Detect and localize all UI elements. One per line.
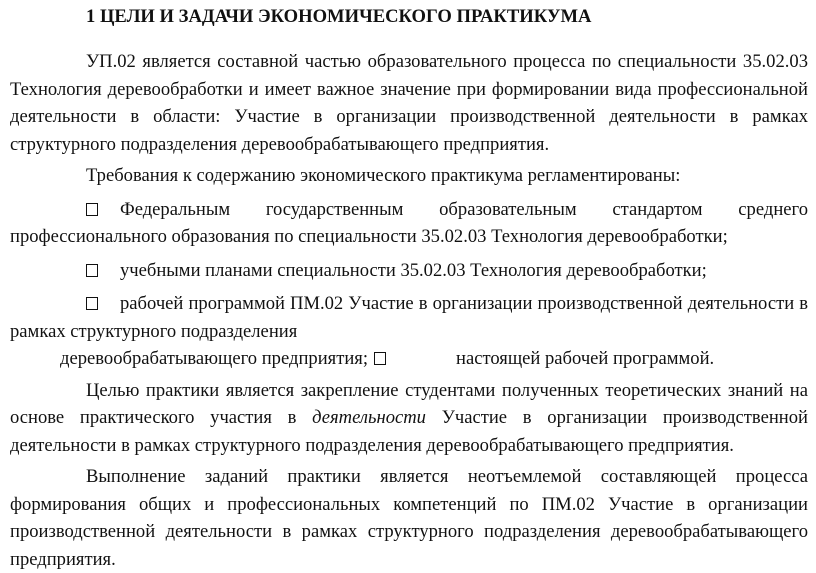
bullet-text: Федеральным государственным образовательным стандартом среднего профессионального образования по специальности 35.02.03 Технология деревообработки; xyxy=(10,198,808,247)
bullet-text: учебными планами специальности 35.02.03 Технология деревообработки; xyxy=(120,259,707,281)
goal-text: Целью практики является закрепление студентами полученных теоретических знаний на основе практического участия в xyxy=(10,379,808,428)
bullet-text: настоящей рабочей программой. xyxy=(456,348,715,369)
bullet-standard xyxy=(10,196,808,251)
spacer xyxy=(10,34,808,48)
checkbox-glyph-icon xyxy=(86,203,98,216)
bullet-text: деревообрабатывающего предприятия; xyxy=(60,348,368,369)
bullet-text: рабочей программой ПМ.02 Участие в организации производственной деятельности в рамках структурного подразделения xyxy=(10,293,808,342)
paragraph-goal xyxy=(10,377,808,460)
goal-text-end: Участие в организации производственной деятельности в рамках структурного подразделения деревообрабатывающего предприятия. xyxy=(10,407,808,456)
paragraph-requirements: Требования к содержанию экономического практикума регламентированы: xyxy=(86,165,681,186)
paragraph-competencies: Выполнение заданий практики является неотъемлемой составляющей процесса формирования общих и профессиональных компетенций по ПМ.02 Участие в организации производственной деятельности в рамках структурного подразделения деревообрабатывающего предприятия. xyxy=(10,466,808,570)
checkbox-glyph-icon xyxy=(86,297,98,310)
goal-emphasis: деятельности xyxy=(312,407,426,428)
bullet-program-continuation xyxy=(10,345,808,373)
paragraph-intro: УП.02 является составной частью образовательного процесса по специальности 35.02.03 Технология деревообработки и имеет важное значение при формировании вида профессиональной деятельности в области: Участие в организации производственной деятельности в рамках структурного подразделения деревообрабатывающего предприятия. xyxy=(10,51,808,155)
checkbox-glyph-icon xyxy=(374,352,386,365)
checkbox-glyph-icon xyxy=(86,264,98,277)
section-heading: 1 ЦЕЛИ И ЗАДАЧИ ЭКОНОМИЧЕСКОГО ПРАКТИКУМА xyxy=(86,6,592,27)
bullet-curriculum xyxy=(10,257,808,285)
bullet-program xyxy=(10,290,808,345)
